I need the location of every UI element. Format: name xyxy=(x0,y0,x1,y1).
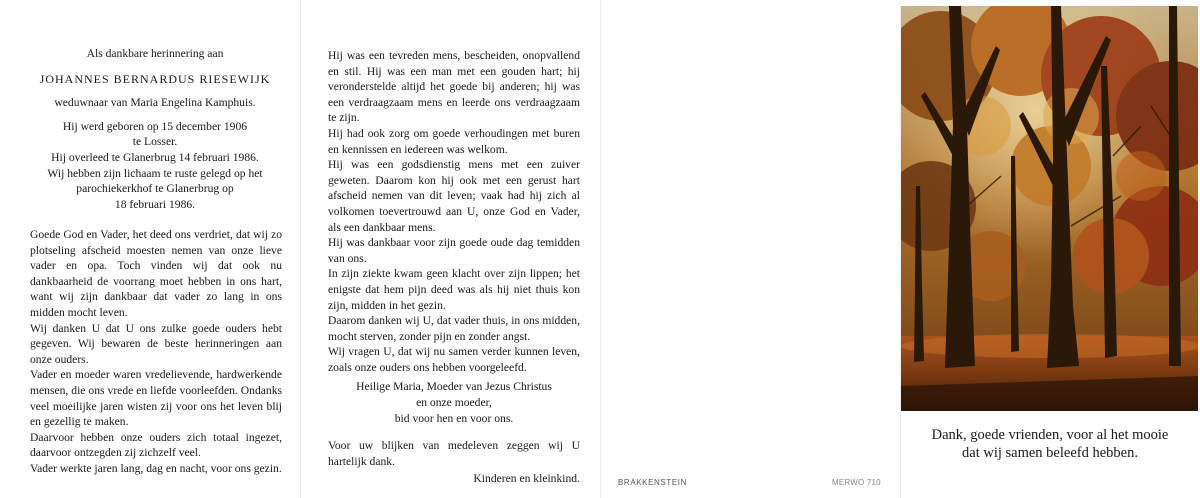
thanks-text: Voor uw blijken van medeleven zeggen wij U hartelijk dank. xyxy=(328,439,580,468)
prayer-body-2 xyxy=(328,48,580,487)
caption-line-1: Dank, goede vrienden, voor al het mooie xyxy=(931,427,1169,443)
prayer-body-1 xyxy=(30,227,282,477)
card-panel-1 xyxy=(0,0,300,498)
born-line-1: Hij werd geboren op 15 december 1906 xyxy=(62,119,248,133)
paragraph: Hij was een godsdienstig mens met een zuiver geweten. Daarom kon hij ook met een gerust hart afscheid nemen van dit leven; vaak had hij zich al volkomen toevertrouwd aan U, onze God en Vader, als een dankbaar mens. xyxy=(328,158,580,234)
autumn-forest-photo xyxy=(901,6,1198,411)
buried-line-1: Wij hebben zijn lichaam te ruste gelegd op het xyxy=(47,166,263,180)
died-text: Hij overleed te Glanerbrug 14 februari 1986. xyxy=(51,150,259,164)
paragraph: Vader werkte jaren lang, dag en nacht, voor ons gezin. xyxy=(30,461,282,475)
paragraph: Hij had ook zorg om goede verhoudingen met buren en kennissen en iedereen was welkom. xyxy=(328,126,580,156)
paragraph: In zijn ziekte kwam geen klacht over zijn lippen; het enigste dat hem pijn deed was als hij niet thuis kon zijn, midden in het gezin. xyxy=(328,267,580,312)
card-panel-2 xyxy=(300,0,600,498)
paragraph: Hij was een tevreden mens, bescheiden, onopvallend en stil. Hij was een man met een gouden hart; hij veronderstelde altijd het goede bij anderen; hij was een verdraagzaam mens en leerde ons verdraagzaam te zijn. xyxy=(328,49,580,125)
widower-text: weduwnaar van Maria Engelina Kamphuis. xyxy=(54,96,256,110)
paragraph: Daarom danken wij U, dat vader thuis, in ons midden, mocht sterven, zonder pijn en zonder angst. xyxy=(328,314,580,343)
intro-block xyxy=(30,46,280,212)
buried-line-2: parochiekerkhof te Glanerbrug op xyxy=(76,182,234,196)
printer-name: BRAKKENSTEIN xyxy=(618,478,687,487)
buried-line-3: 18 februari 1986. xyxy=(114,197,196,211)
born-line-2: te Losser. xyxy=(132,135,178,149)
card-panel-4 xyxy=(900,0,1200,498)
intro-text: Als dankbare herinnering aan xyxy=(86,47,224,60)
photo-caption xyxy=(900,426,1200,462)
paragraph: Hij was dankbaar voor zijn goede oude dag temidden van ons. xyxy=(328,236,580,265)
prayer-line-1: Heilige Maria, Moeder van Jezus Christus xyxy=(356,380,552,394)
paragraph: Vader en moeder waren vredelievende, hardwerkende mensen, die ons vrede en liefde voorleefden. Ondanks veel moeilijke jaren wisten zij voor ons het leven blij en gezellig te maken. xyxy=(30,368,282,429)
signature: Kinderen en kleinkind. xyxy=(473,472,580,486)
deceased-name: JOHANNES BERNARDUS RIESEWIJK xyxy=(39,71,271,86)
paragraph: Daarvoor hebben onze ouders zich totaal ingezet, daarvoor ontzegden zij zichzelf veel. xyxy=(30,430,282,460)
prayer-line-3: bid voor hen en voor ons. xyxy=(394,411,514,425)
printer-code: MERWO 710 xyxy=(832,478,881,487)
paragraph: Wij danken U dat U ons zulke goede ouders hebt gegeven. Wij bewaren de beste herinneringen aan onze ouders. xyxy=(30,321,282,366)
card-panel-3 xyxy=(600,0,900,498)
caption-line-2: dat wij samen beleefd hebben. xyxy=(962,445,1138,461)
prayer-line-2: en onze moeder, xyxy=(416,396,492,410)
paragraph: Goede God en Vader, het deed ons verdriet, dat wij zo plotseling afscheid moesten nemen van onze lieve vader en opa. Toch vinden wij dat ook nu dankbaarheid de voorrang moet hebben in ons hart, want wij zijn dankbaar dat vader zo lang in ons midden mocht leven. xyxy=(30,228,282,319)
paragraph: Wij vragen U, dat wij nu samen verder kunnen leven, zoals onze ouders ons hebben voorgeleefd. xyxy=(328,345,580,374)
